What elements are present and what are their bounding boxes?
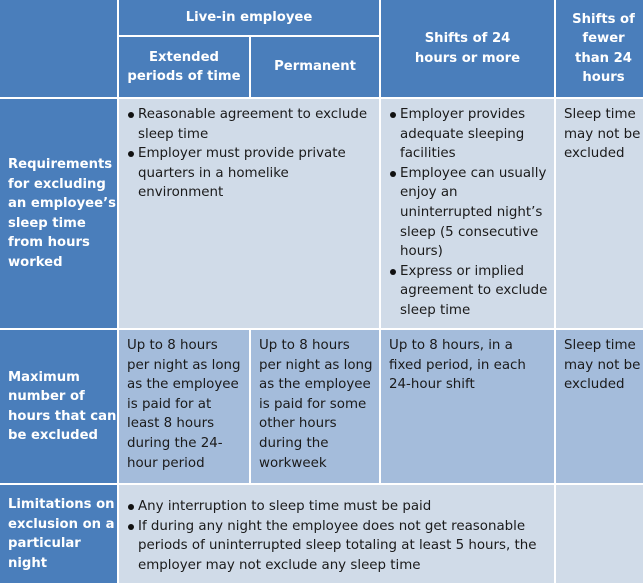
corner-header-cell: [0, 0, 117, 97]
row-label-requirements: Requirements for excluding an employee’s sleep time from hours worked: [0, 99, 117, 328]
requirements-shifts-less-24-cell: Sleep time may not be excluded: [556, 99, 643, 328]
max-hours-extended-cell: Up to 8 hours per night as long as the employee is paid for at least 8 hours during the 24-hour period: [119, 330, 249, 483]
header-shifts-less-24: [556, 0, 643, 97]
requirements-shifts-24-plus-list: [389, 105, 548, 321]
max-hours-shifts-less-24-cell: Sleep time may not be excluded: [556, 330, 643, 483]
header-shifts-24-plus-text: Shifts of 24 hours or more: [414, 31, 521, 66]
header-permanent: Permanent: [251, 37, 379, 97]
max-hours-shifts-24-plus-cell: Up to 8 hours, in a fixed period, in each 24-hour shift: [381, 330, 554, 483]
header-shifts-less-24-text: Shifts of fewer than 24 hours: [572, 11, 635, 85]
requirements-live-in-list: [127, 105, 373, 203]
header-live-in-employee: Live-in employee: [119, 0, 379, 35]
header-extended-text: Extended periods of time: [127, 49, 241, 84]
row-label-maximum-hours: Maximum number of hours that can be excluded: [0, 330, 117, 483]
limitations-cell: [119, 485, 554, 583]
limitations-list: [127, 497, 548, 575]
requirements-live-in-cell: [119, 99, 379, 328]
list-item: Employer provides adequate sleeping facilities: [389, 105, 548, 164]
row-label-limitations: Limitations on exclusion on a particular night: [0, 485, 117, 583]
list-item: Employee can usually enjoy an uninterrupted night’s sleep (5 consecutive hours): [389, 164, 548, 262]
list-item: Express or implied agreement to exclude sleep time: [389, 262, 548, 321]
list-item: Any interruption to sleep time must be paid: [127, 497, 548, 517]
header-extended-periods: [119, 37, 249, 97]
max-hours-permanent-cell: Up to 8 hours per night as long as the employee is paid for some other hours during the workweek: [251, 330, 379, 483]
list-item: If during any night the employee does not get reasonable periods of uninterrupted sleep totaling at least 5 hours, the employer may not exclude any sleep time: [127, 517, 548, 576]
list-item: Employer must provide private quarters in a homelike environment: [127, 144, 373, 203]
list-item: Reasonable agreement to exclude sleep time: [127, 105, 373, 144]
limitations-shifts-less-24-cell: [556, 485, 643, 583]
header-shifts-24-plus: [381, 0, 554, 97]
requirements-shifts-24-plus-cell: [381, 99, 554, 328]
